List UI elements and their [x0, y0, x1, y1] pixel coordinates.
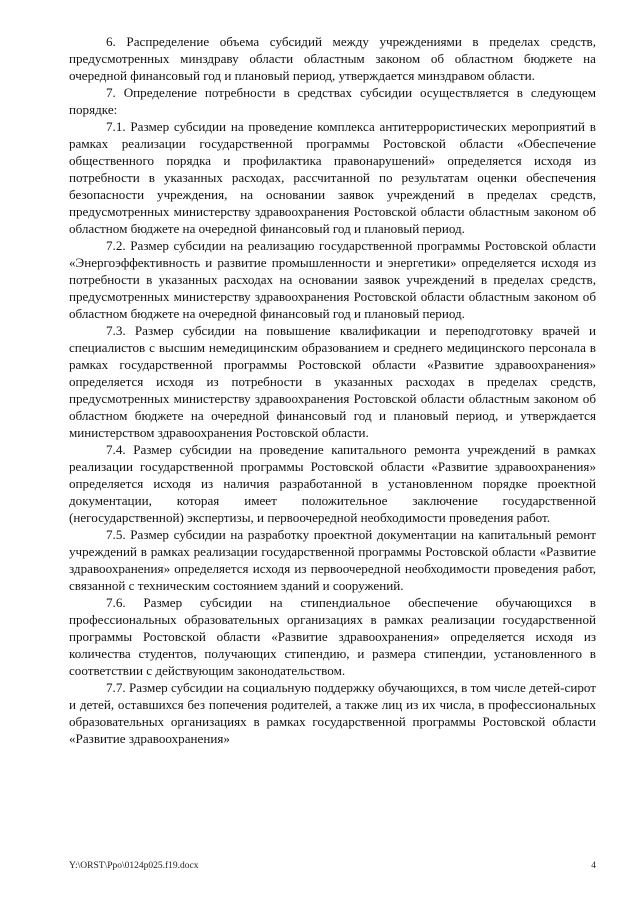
- document-body: [69, 33, 596, 747]
- paragraph-7-7: 7.7. Размер субсидии на социальную поддержку обучающихся, в том числе детей-сирот и детей, оставшихся без попечения родителей, а также лиц из их числа, в профессиональных образовательных организациях в рамках государственной программы Ростовской области «Развитие здравоохранения»: [69, 680, 596, 746]
- page-footer: [69, 861, 596, 871]
- paragraph-7-5: 7.5. Размер субсидии на разработку проектной документации на капитальный ремонт учреждений в рамках реализации государственной программы Ростовской области «Развитие здравоохранения» определяется исходя из первоочередной необходимости проведения работ, связанной с техническим состоянием зданий и сооружений.: [69, 527, 596, 593]
- paragraph-7: 7. Определение потребности в средствах субсидии осуществляется в следующем порядке:: [69, 85, 596, 117]
- paragraph-7-1: 7.1. Размер субсидии на проведение комплекса антитеррористических мероприятий в рамках реализации государственной программы Ростовской области «Обеспечение общественного порядка и профилактика правонарушений» определяется исходя из потребности в указанных расходах, рассчитанной по результатам оценки обеспечения безопасности учреждения, на основании заявок учреждений в пределах средств, предусмотренных министерству здравоохранения Ростовской области областным законом об областном бюджете на очередной финансовый год и плановый период.: [69, 119, 596, 236]
- file-path: Y:\ORST\Ppo\0124p025.f19.docx: [69, 861, 199, 871]
- page-number: 4: [591, 861, 596, 871]
- paragraph-6: 6. Распределение объема субсидий между учреждениями в пределах средств, предусмотренных минздраву области областным законом об областном бюджете на очередной финансовый год и плановый период, утверждается минздравом области.: [69, 34, 596, 83]
- paragraph-7-2: 7.2. Размер субсидии на реализацию государственной программы Ростовской области «Энергоэффективность и развитие промышленности и энергетики» определяется исходя из потребности в указанных расходах на основании заявок учреждений в пределах средств, предусмотренных министерству здравоохранения Ростовской области областным законом об областном бюджете на очередной финансовый год и плановый период.: [69, 238, 596, 321]
- paragraph-7-6: 7.6. Размер субсидии на стипендиальное обеспечение обучающихся в профессиональных образовательных организациях в рамках реализации государственной программы Ростовской области «Развитие здравоохранения» определяется исходя из количества студентов, получающих стипендию, и размера стипендии, установленного в соответствии с действующим законодательством.: [69, 595, 596, 678]
- paragraph-7-4: 7.4. Размер субсидии на проведение капитального ремонта учреждений в рамках реализации государственной программы Ростовской области «Развитие здравоохранения» определяется исходя из наличия разработанной в установленном порядке проектной документации, которая имеет положительное заключение государственной (негосударственной) экспертизы, и первоочередной необходимости проведения работ.: [69, 442, 596, 525]
- paragraph-7-3: 7.3. Размер субсидии на повышение квалификации и переподготовку врачей и специалистов с высшим немедицинским образованием и среднего медицинского персонала в рамках государственной программы Ростовской области «Развитие здравоохранения» определяется исходя из потребности в указанных расходах в пределах средств, предусмотренных министерству здравоохранения Ростовской области областным законом об областном бюджете на очередной финансовый год и плановый период, и утверждается министерством здравоохранения Ростовской области.: [69, 323, 596, 440]
